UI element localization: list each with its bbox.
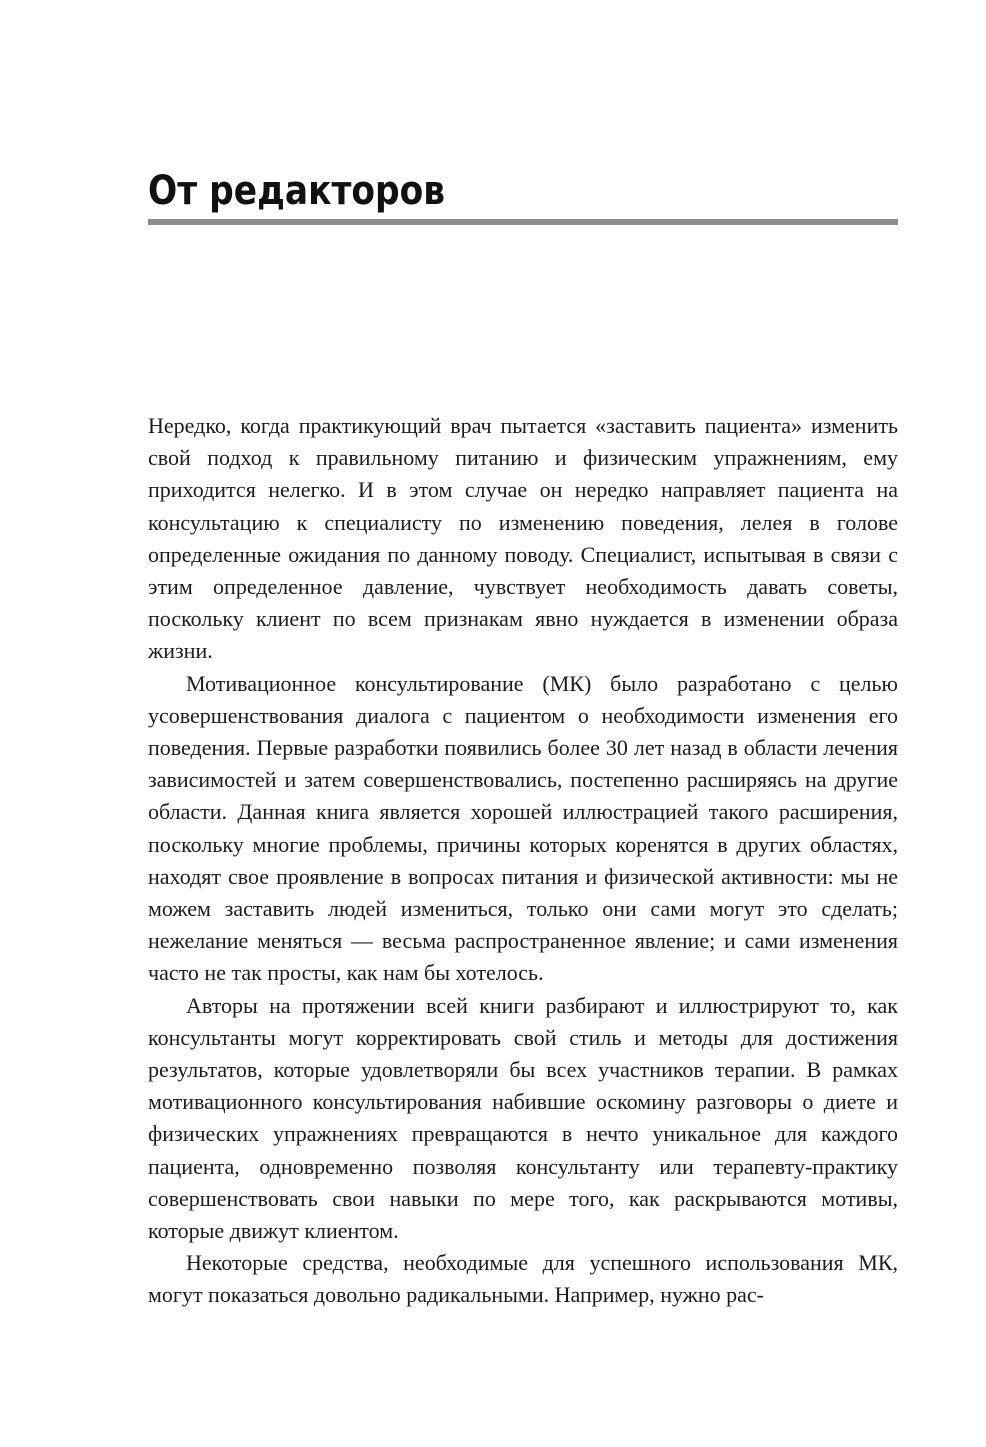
title-underline — [148, 219, 898, 225]
body-text — [148, 410, 898, 1312]
chapter-title: От редакторов — [148, 168, 446, 214]
paragraph: Нередко, когда практикующий врач пытается «заставить пациента» изменить свой подход к правильному питанию и физическим упражнениям, ему приходится нелегко. И в этом случае он нередко направляет пациента на консультацию к специалисту по изменению поведения, лелея в голове определенные ожидания по данному поводу. Специалист, испытывая в связи с этим определенное давление, чувствует необходимость давать советы, поскольку клиент по всем признакам явно нуждается в изменении образа жизни. — [148, 413, 898, 664]
paragraph: Авторы на протяжении всей книги разбирают и иллюстрируют то, как консультанты могут корректировать свой стиль и методы для достижения результатов, которые удовлетворяли бы всех участников терапии. В рамках мотивационного консультирования набившие оскомину разговоры о диете и физических упражнениях превращаются в нечто уникальное для каждого пациента, одновременно позволяя консультанту или терапевту-практику совершенствовать свои навыки по мере того, как раскрываются мотивы, которые движут клиентом. — [148, 992, 898, 1244]
paragraph: Некоторые средства, необходимые для успешного использования МК, могут показаться довольно радикальными. Например, нужно рас- — [148, 1250, 898, 1308]
paragraph: Мотивационное консультирование (МК) было разработано с целью усовершенствования диалога с пациентом о необходимости изменения его поведения. Первые разработки появились более 30 лет назад в области лечения зависимостей и затем совершенствовались, постепенно расширяясь на другие области. Данная книга является хорошей иллюстрацией такого расширения, поскольку многие проблемы, причины которых коренятся в других областях, находят свое проявление в вопросах питания и физической активности: мы не можем заставить людей измениться, только они сами могут это сделать; нежелание меняться — весьма распространенное явление; и сами изменения часто не так просты, как нам бы хотелось. — [148, 670, 898, 986]
